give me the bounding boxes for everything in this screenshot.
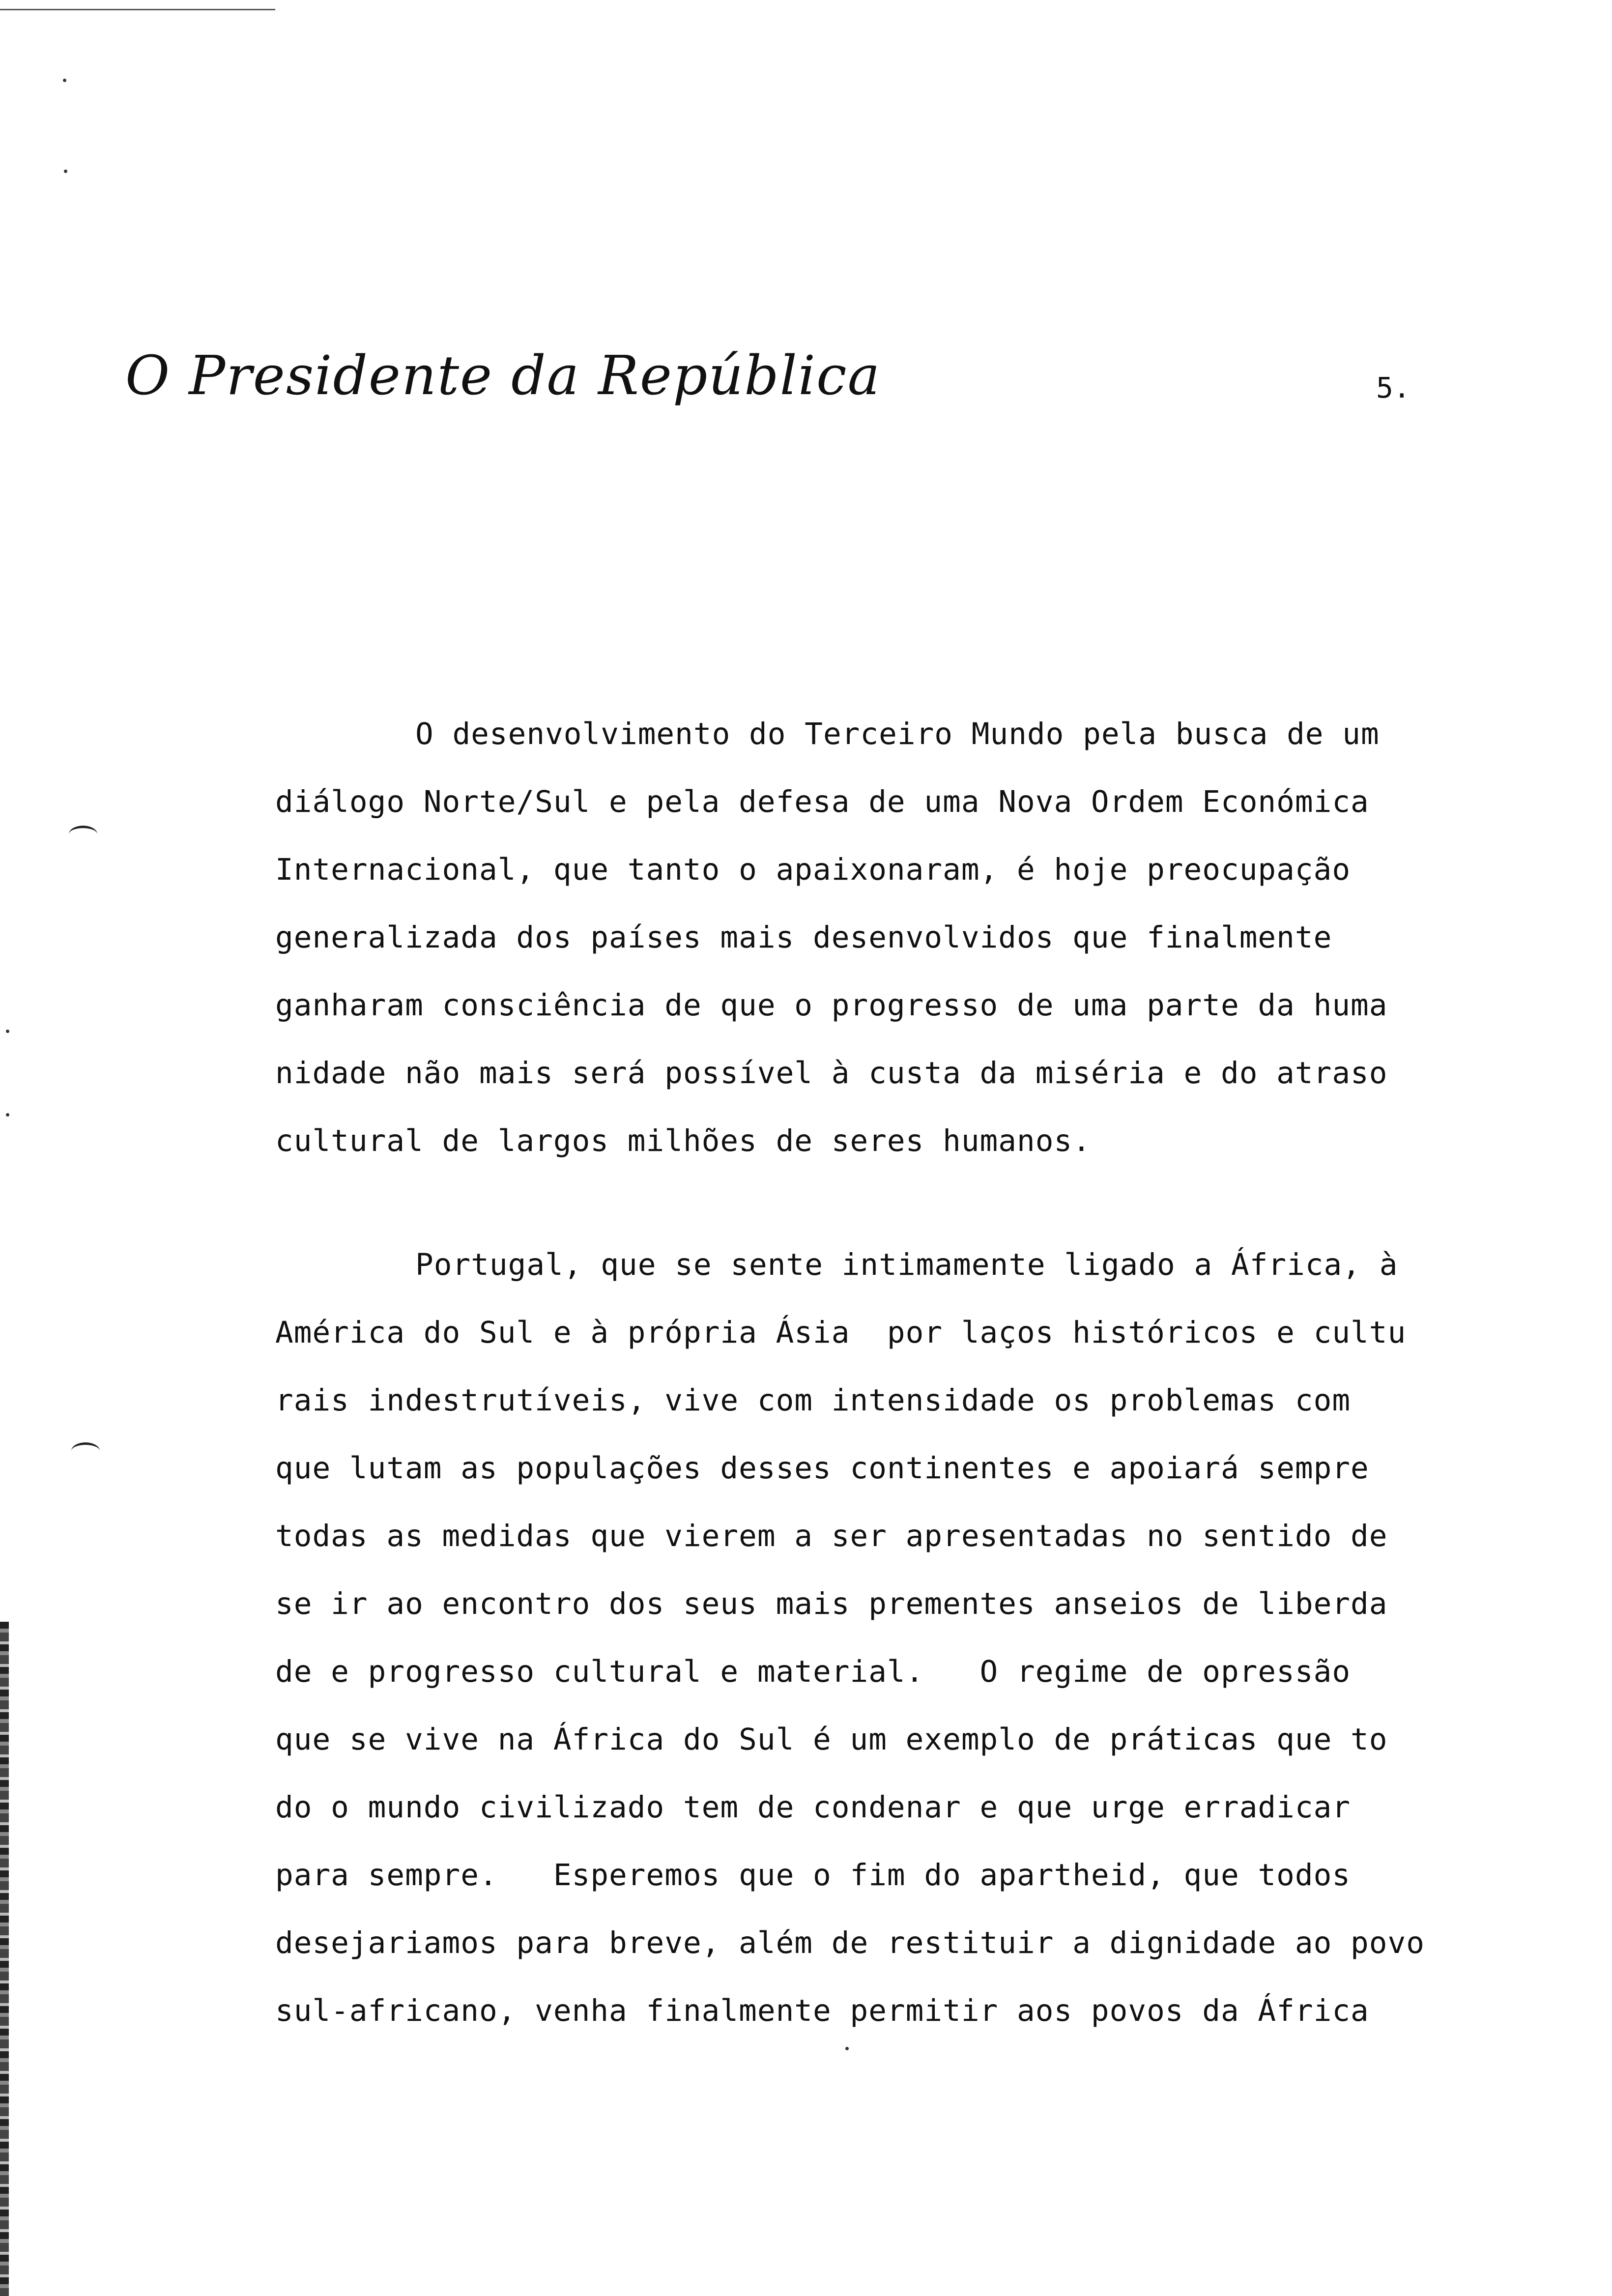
text-line: todas as medidas que vierem a ser apresentadas no sentido de: [275, 1519, 1388, 1553]
text-line: sul-africano, venha finalmente permitir aos povos da África: [275, 1993, 1369, 2028]
text-line: O desenvolvimento do Terceiro Mundo pela busca de um: [415, 717, 1380, 751]
text-line: de e progresso cultural e material. O regime de opressão: [275, 1654, 1351, 1689]
text-line: nidade não mais será possível à custa da miséria e do atraso: [275, 1056, 1388, 1091]
letterhead: O Presidente da República: [125, 344, 881, 407]
text-line: Internacional, que tanto o apaixonaram, é hoje preocupação: [275, 852, 1351, 887]
top-rule: [0, 9, 275, 10]
body-paragraph: [275, 1231, 1484, 2045]
binding-edge: [0, 1622, 9, 2296]
scan-speck: [6, 1030, 9, 1033]
text-line: rais indestrutíveis, vive com intensidade os problemas com: [275, 1383, 1351, 1418]
text-line: desejariamos para breve, além de restituir a dignidade ao povo: [275, 1925, 1425, 1960]
text-line: que se vive na África do Sul é um exemplo de práticas que to: [275, 1722, 1388, 1757]
text-line: América do Sul e à própria Ásia por laços históricos e cultu: [275, 1315, 1407, 1350]
text-line: do o mundo civilizado tem de condenar e que urge erradicar: [275, 1790, 1351, 1825]
scan-speck: [63, 79, 66, 82]
text-line: cultural de largos milhões de seres humanos.: [275, 1123, 1091, 1158]
margin-mark: [71, 1442, 100, 1460]
body-paragraph: [275, 700, 1484, 1175]
text-line: generalizada dos países mais desenvolvidos que finalmente: [275, 920, 1332, 955]
scan-speck: [845, 2047, 849, 2050]
page-number: 5.: [1376, 371, 1410, 404]
text-line: que lutam as populações desses continentes e apoiará sempre: [275, 1451, 1369, 1486]
text-line: diálogo Norte/Sul e pela defesa de uma Nova Ordem Económica: [275, 784, 1369, 819]
margin-mark: [69, 826, 97, 843]
text-line: para sempre. Esperemos que o fim do apartheid, que todos: [275, 1858, 1351, 1893]
scan-speck: [64, 170, 67, 173]
text-line: se ir ao encontro dos seus mais prementes anseios de liberda: [275, 1586, 1388, 1621]
text-line: ganharam consciência de que o progresso de uma parte da huma: [275, 988, 1388, 1023]
text-line: Portugal, que se sente intimamente ligado a África, à: [415, 1247, 1398, 1282]
scan-speck: [6, 1113, 9, 1117]
